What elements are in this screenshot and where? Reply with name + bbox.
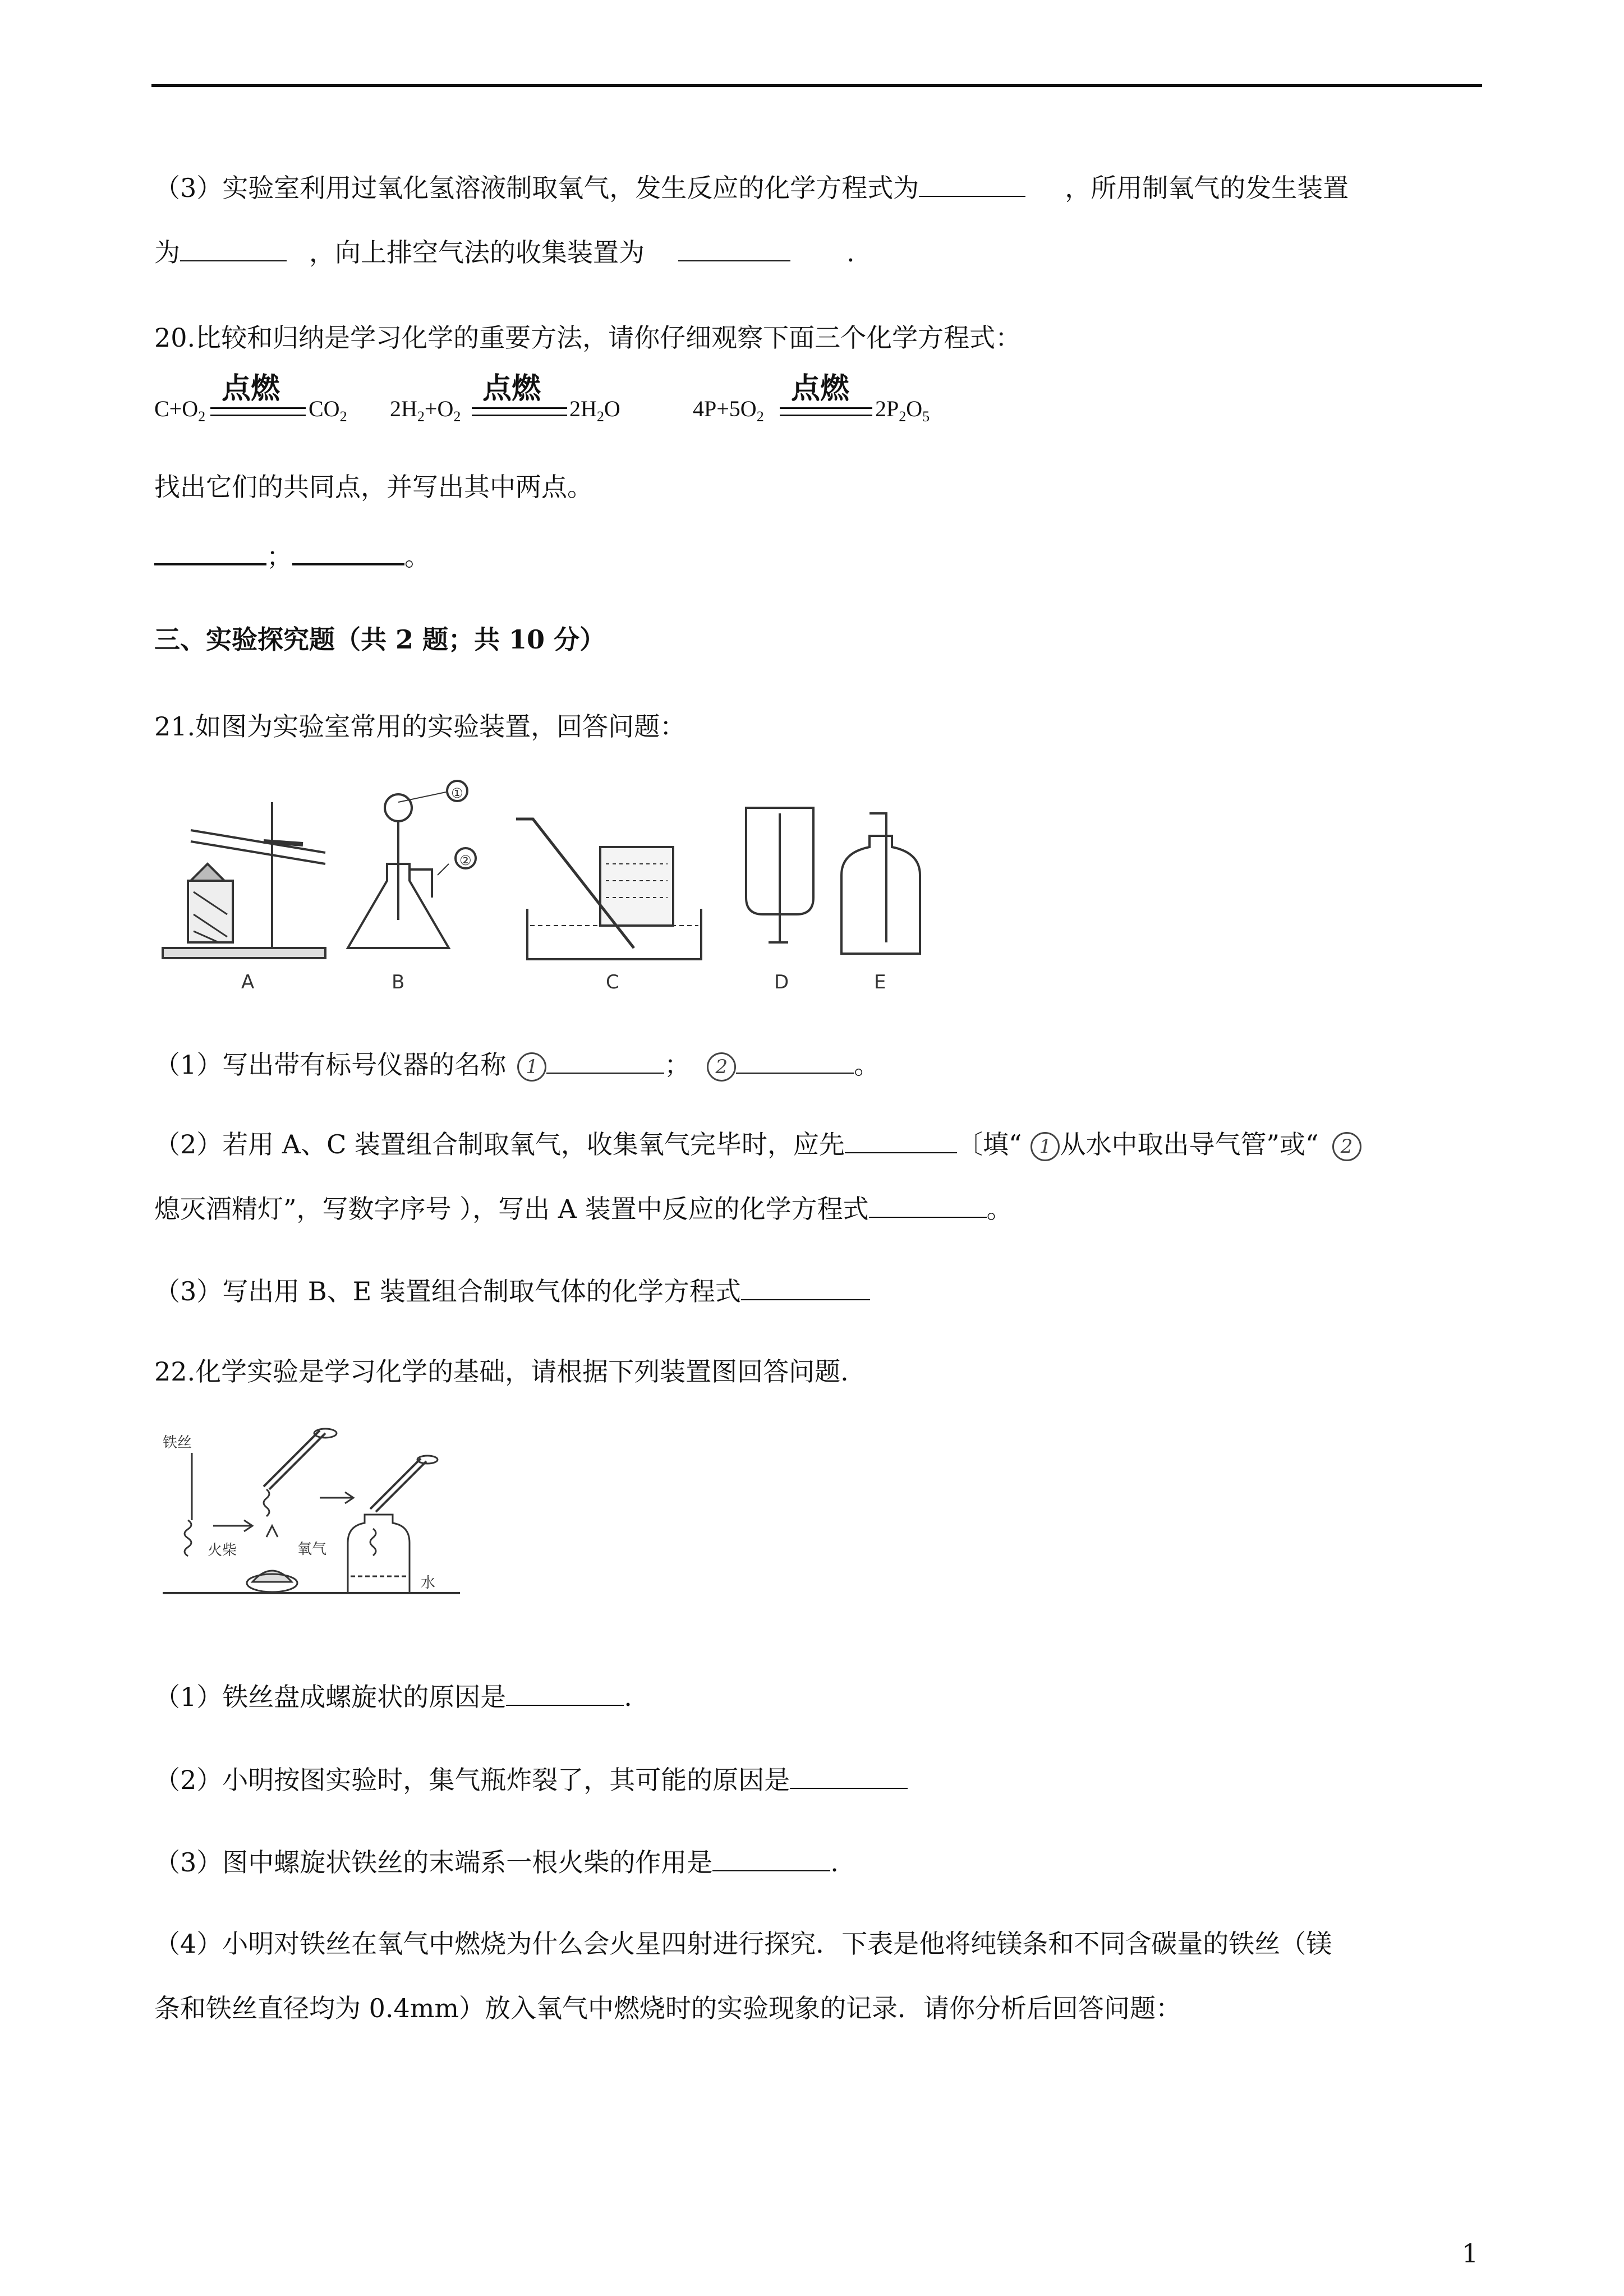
eq1-right: $CO_2$ — [309, 396, 347, 425]
header-rule — [151, 84, 1482, 87]
fig-label-oxygen: 氧气 — [297, 1541, 327, 1558]
eq2-condition: 点燃 — [482, 372, 541, 406]
q22-stem: 22.化学实验是学习化学的基础，请根据下列装置图回答问题. — [154, 1356, 849, 1387]
q22-part4-line1: （4）小明对铁丝在氧气中燃烧为什么会火星四射进行探究．下表是他将纯镁条和不同含碳量的铁丝（镁 — [154, 1929, 1332, 1959]
q20-equations — [154, 365, 996, 432]
eq2-left: $2H_2+O_2$ — [390, 396, 461, 425]
fig-label-b: B — [392, 971, 405, 993]
apparatus-e — [841, 813, 920, 954]
eq2-equals-sign — [472, 407, 567, 416]
fig-label-c: C — [606, 971, 619, 993]
answer-blank[interactable] — [154, 539, 266, 565]
fig-label-iron: 铁丝 — [163, 1434, 192, 1451]
q22-part1: （1）铁丝盘成螺旋状的原因是 . — [154, 1680, 632, 1714]
circled-one-icon: 1 — [517, 1052, 546, 1082]
q22-part2: （2）小明按图实验时，集气瓶炸裂了，其可能的原因是 — [154, 1763, 908, 1797]
section-title: 三、实验探究题（共 2 题；共 10 分） — [154, 624, 606, 655]
q21-part3: （3）写出用 B、E 装置组合制取气体的化学方程式 — [154, 1274, 870, 1308]
circled-one-icon: 1 — [1030, 1132, 1060, 1161]
eq3-right: $2P_2O_5$ — [875, 396, 930, 425]
answer-blank[interactable] — [869, 1192, 987, 1218]
eq3-left: $4P+5O_2$ — [693, 396, 764, 425]
apparatus-a — [163, 802, 325, 958]
q19-part3-line2: 为 ，向上排空气法的收集装置为 . — [154, 236, 855, 269]
q21-stem: 21.如图为实验室常用的实验装置，回答问题： — [154, 711, 686, 742]
fig-mark-2: ② — [459, 853, 472, 868]
answer-blank[interactable] — [736, 1048, 854, 1074]
answer-blank[interactable] — [712, 1846, 830, 1871]
eq1-left: $C+O_2$ — [154, 396, 206, 425]
q21-part1: （1）写出带有标号仪器的名称 1 ； 2 。 — [154, 1048, 880, 1082]
answer-blank[interactable] — [845, 1128, 957, 1153]
q20-stem: 20.比较和归纳是学习化学的重要方法，请你仔细观察下面三个化学方程式： — [154, 323, 1022, 353]
q21-apparatus-figure — [157, 780, 970, 1004]
q22-part4-line2: 条和铁丝直径均为 0.4mm）放入氧气中燃烧时的实验现象的记录．请你分析后回答问题： — [154, 1993, 1182, 2023]
page-number: 1 — [1462, 2238, 1479, 2269]
q20-ask: 找出它们的共同点，并写出其中两点。 — [154, 472, 593, 502]
fig-label-d: D — [774, 971, 789, 993]
answer-blank[interactable] — [292, 539, 404, 565]
answer-blank[interactable] — [506, 1680, 624, 1706]
apparatus-b — [348, 781, 476, 948]
q19-part3-line1: （3）实验室利用过氧化氢溶液制取氧气，发生反应的化学方程式为 ，所用制氧气的发生装置 — [154, 171, 1349, 205]
fig-label-e: E — [874, 971, 886, 993]
fig-label-match: 火柴 — [208, 1542, 237, 1559]
answer-blank[interactable] — [919, 171, 1025, 197]
answer-blank[interactable] — [546, 1048, 664, 1074]
fig-mark-1: ① — [451, 785, 463, 801]
q21-part2-line2: 熄灭酒精灯”，写数字序号 ），写出 A 装置中反应的化学方程式 。 — [154, 1192, 1013, 1226]
answer-blank[interactable] — [790, 1763, 908, 1789]
eq2-right: $2H_2O$ — [569, 396, 620, 425]
apparatus-c — [516, 819, 701, 959]
answer-blank[interactable] — [678, 236, 790, 261]
circled-two-icon: 2 — [707, 1052, 736, 1082]
fig-label-water: 水 — [421, 1575, 436, 1591]
answer-blank[interactable] — [180, 236, 287, 261]
eq3-condition: 点燃 — [791, 372, 850, 406]
circled-two-icon: 2 — [1332, 1132, 1361, 1161]
q21-part2-line1: （2）若用 A、C 装置组合制取氧气，收集氧气完毕时，应先 〔填“ 1 从水中取出导气管”或“ 2 — [154, 1128, 1361, 1161]
apparatus-d — [746, 808, 813, 942]
eq1-equals-sign — [210, 407, 306, 416]
q20-answer-line: ； 。 — [154, 539, 430, 573]
fig-label-a: A — [241, 971, 255, 993]
q22-iron-burning-figure — [157, 1425, 471, 1610]
eq1-condition: 点燃 — [222, 372, 280, 406]
answer-blank[interactable] — [741, 1274, 870, 1300]
eq3-equals-sign — [780, 407, 872, 416]
q22-part3: （3）图中螺旋状铁丝的末端系一根火柴的作用是 . — [154, 1846, 839, 1879]
